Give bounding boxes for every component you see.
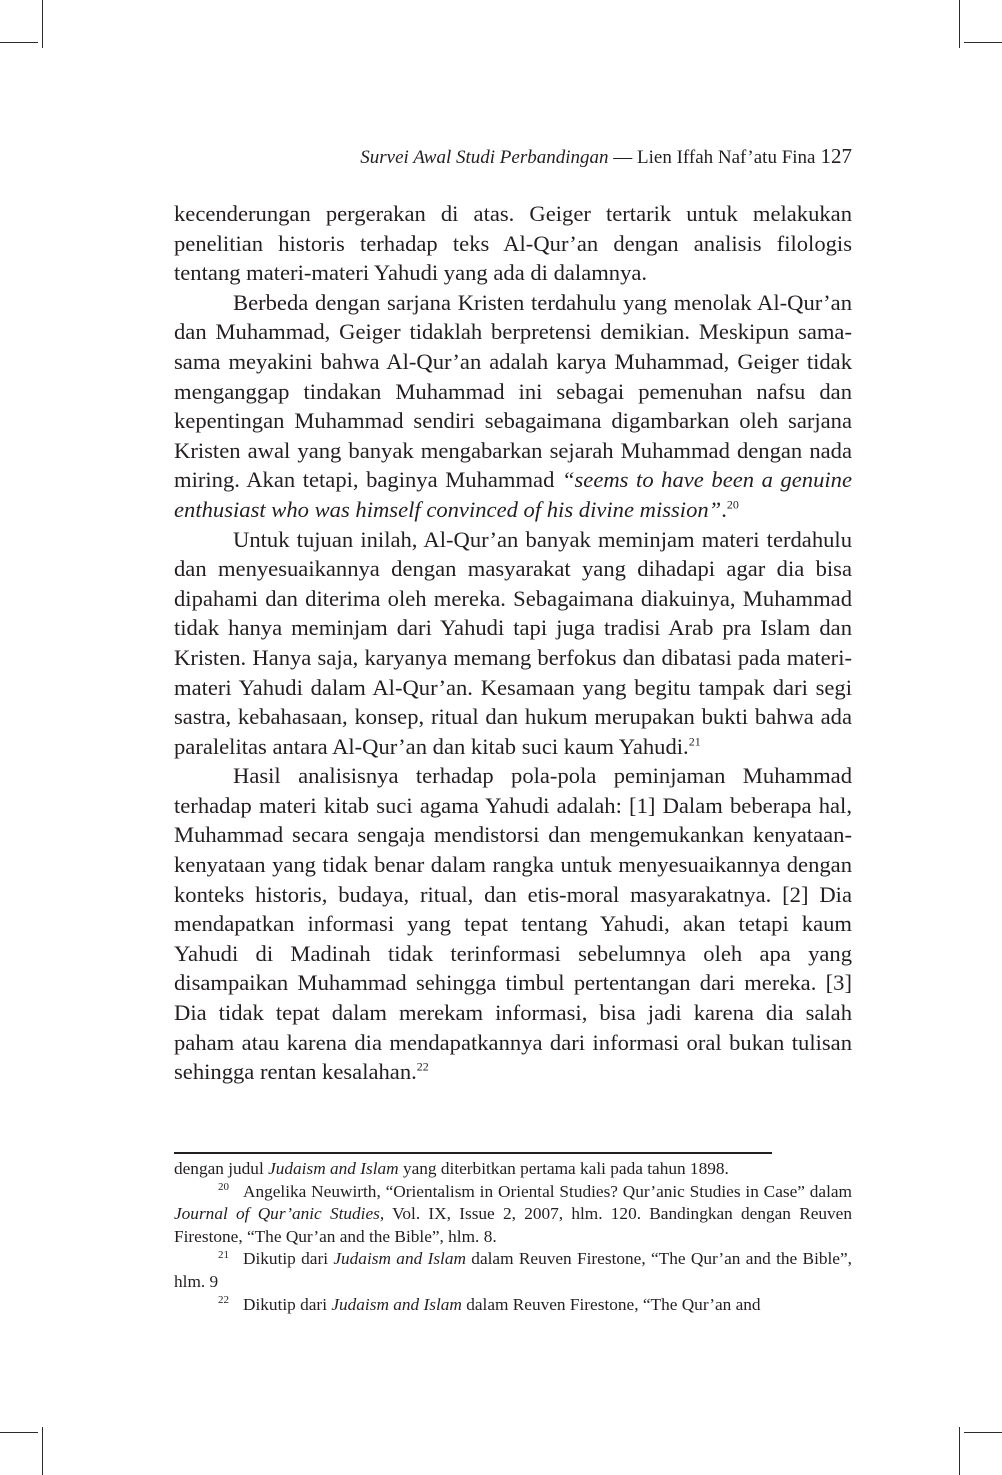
- crop-mark-bottom-left: [42, 1427, 43, 1475]
- paragraph-2-end: .: [721, 496, 727, 522]
- paragraph-1: kecenderungan pergerakan di atas. Geiger tertarik untuk melakukan penelitian historis terhadap teks Al-Qur’an dengan analisis filologis tentang materi-materi Yahudi yang ada di dalamnya.: [174, 201, 852, 286]
- footnote-21-number: 21: [218, 1248, 229, 1261]
- footnote-22-title: Judaism and Islam: [331, 1294, 462, 1314]
- footnote-ref-21[interactable]: 21: [688, 734, 701, 749]
- footnote-22-end: dalam Reuven Firestone, “The Qur’an and: [461, 1294, 761, 1314]
- footnote-continuation-text: dengan judul: [174, 1159, 269, 1178]
- paragraph-4-text: Hasil analisisnya terhadap pola-pola peminjaman Muhammad terhadap materi kitab suci agama Yahudi adalah: [1] Dalam beberapa hal, Muhammad secara sengaja mendistorsi dan mengemukankan kenyataan-kenyataan yang tidak benar dalam rangka untuk menyesuaikannya dengan konteks historis, budaya, ritual, dan etis-moral masyarakatnya. [2] Dia mendapatkan informasi yang tepat tentang Yahudi, akan tetapi kaum Yahudi di Madinah tidak terinformasi sebelumnya oleh apa yang disampaikan Muhammad sehingga timbul pertentangan dari mereka. [3] Dia tidak tepat dalam merekam informasi, bisa jadi karena dia salah paham atau karena dia mendapatkannya dari informasi oral bukan tulisan sehingga rentan kesalahan.: [174, 763, 852, 1085]
- paragraph-2-text: Berbeda dengan sarjana Kristen terdahulu yang menolak Al-Qur’an dan Muhammad, Geiger tidaklah berpretensi demikian. Meskipun sama-sama meyakini bahwa Al-Qur’an adalah karya Muhammad, Geiger tidak menganggap tindakan Muhammad ini sebagai pemenuhan nafsu dan kepentingan Muhammad sendiri sebagaimana digambarkan oleh sarjana Kristen awal yang banyak mengabarkan sejarah Muhammad dengan nada miring. Akan tetapi, baginya Muhammad: [174, 289, 852, 493]
- body-text: [174, 199, 852, 1087]
- paragraph-4: [174, 761, 852, 1087]
- footnote-21-title: Judaism and Islam: [333, 1249, 466, 1269]
- footnote-21-end: dalam Reuven Firestone, “The Qur’an and the Bible”, hlm. 9: [174, 1249, 852, 1291]
- paragraph-2: [174, 288, 852, 525]
- crop-mark-top-right: [959, 0, 960, 48]
- paragraph-3: [174, 525, 852, 762]
- crop-mark-bottom-right-h: [964, 1432, 1002, 1433]
- footnote-20-text: Angelika Neuwirth, “Orientalism in Oriental Studies? Qur’anic Studies in Case” dalam: [243, 1181, 852, 1201]
- footnote-21: [174, 1248, 852, 1293]
- footnote-22-text: Dikutip dari: [243, 1294, 332, 1314]
- running-header: [174, 146, 852, 168]
- footnote-continuation-end: yang diterbitkan pertama kali pada tahun 1898.: [398, 1159, 729, 1178]
- crop-mark-top-left-h: [0, 42, 38, 43]
- footnote-continuation-title: Judaism and Islam: [268, 1159, 399, 1178]
- crop-mark-bottom-right: [959, 1427, 960, 1475]
- crop-mark-top-right-h: [964, 42, 1002, 43]
- footnotes: [174, 1158, 852, 1316]
- crop-mark-bottom-left-h: [0, 1432, 38, 1433]
- running-author: Lien Iffah Naf’atu Fina: [637, 147, 816, 168]
- footnote-22: [174, 1294, 852, 1317]
- footnote-20: [174, 1181, 852, 1249]
- footnote-ref-22[interactable]: 22: [416, 1059, 429, 1074]
- footnote-20-number: 20: [218, 1180, 229, 1193]
- footnote-ref-20[interactable]: 20: [726, 497, 739, 512]
- footnote-21-text: Dikutip dari: [243, 1249, 334, 1269]
- footnote-divider: [174, 1152, 772, 1154]
- crop-mark-top-left: [42, 0, 43, 48]
- footnote-20-end: Vol. IX, Issue 2, 2007, hlm. 120. Bandingkan dengan Reuven Firestone, “The Qur’an and the Bible”, hlm. 8.: [174, 1204, 852, 1246]
- footnote-20-journal: Journal of Qur’anic Studies,: [174, 1204, 385, 1224]
- footnote-continuation: [174, 1158, 852, 1181]
- page-number: 127: [820, 144, 852, 168]
- running-title: Survei Awal Studi Perbandingan: [360, 147, 609, 168]
- paragraph-3-text: Untuk tujuan inilah, Al-Qur’an banyak meminjam materi terdahulu dan menyesuaikannya dengan masyarakat yang dihadapi agar dia bisa dipahami dan diterima oleh mereka. Sebagaimana diakuinya, Muhammad tidak hanya meminjam dari Yahudi tapi juga tradisi Arab pra Islam dan Kristen. Hanya saja, karyanya memang berfokus dan dibatasi pada materi-materi Yahudi dalam Al-Qur’an. Kesamaan yang begitu tampak dari segi sastra, kebahasaan, konsep, ritual dan hukum merupakan bukti bahwa ada paralelitas antara Al-Qur’an dan kitab suci kaum Yahudi.: [174, 526, 852, 759]
- footnote-22-number: 22: [218, 1293, 229, 1306]
- geiger-quote: “seems to have been a genuine enthusiast who was himself convinced of his divine mission”: [174, 467, 852, 522]
- header-separator: —: [608, 147, 637, 168]
